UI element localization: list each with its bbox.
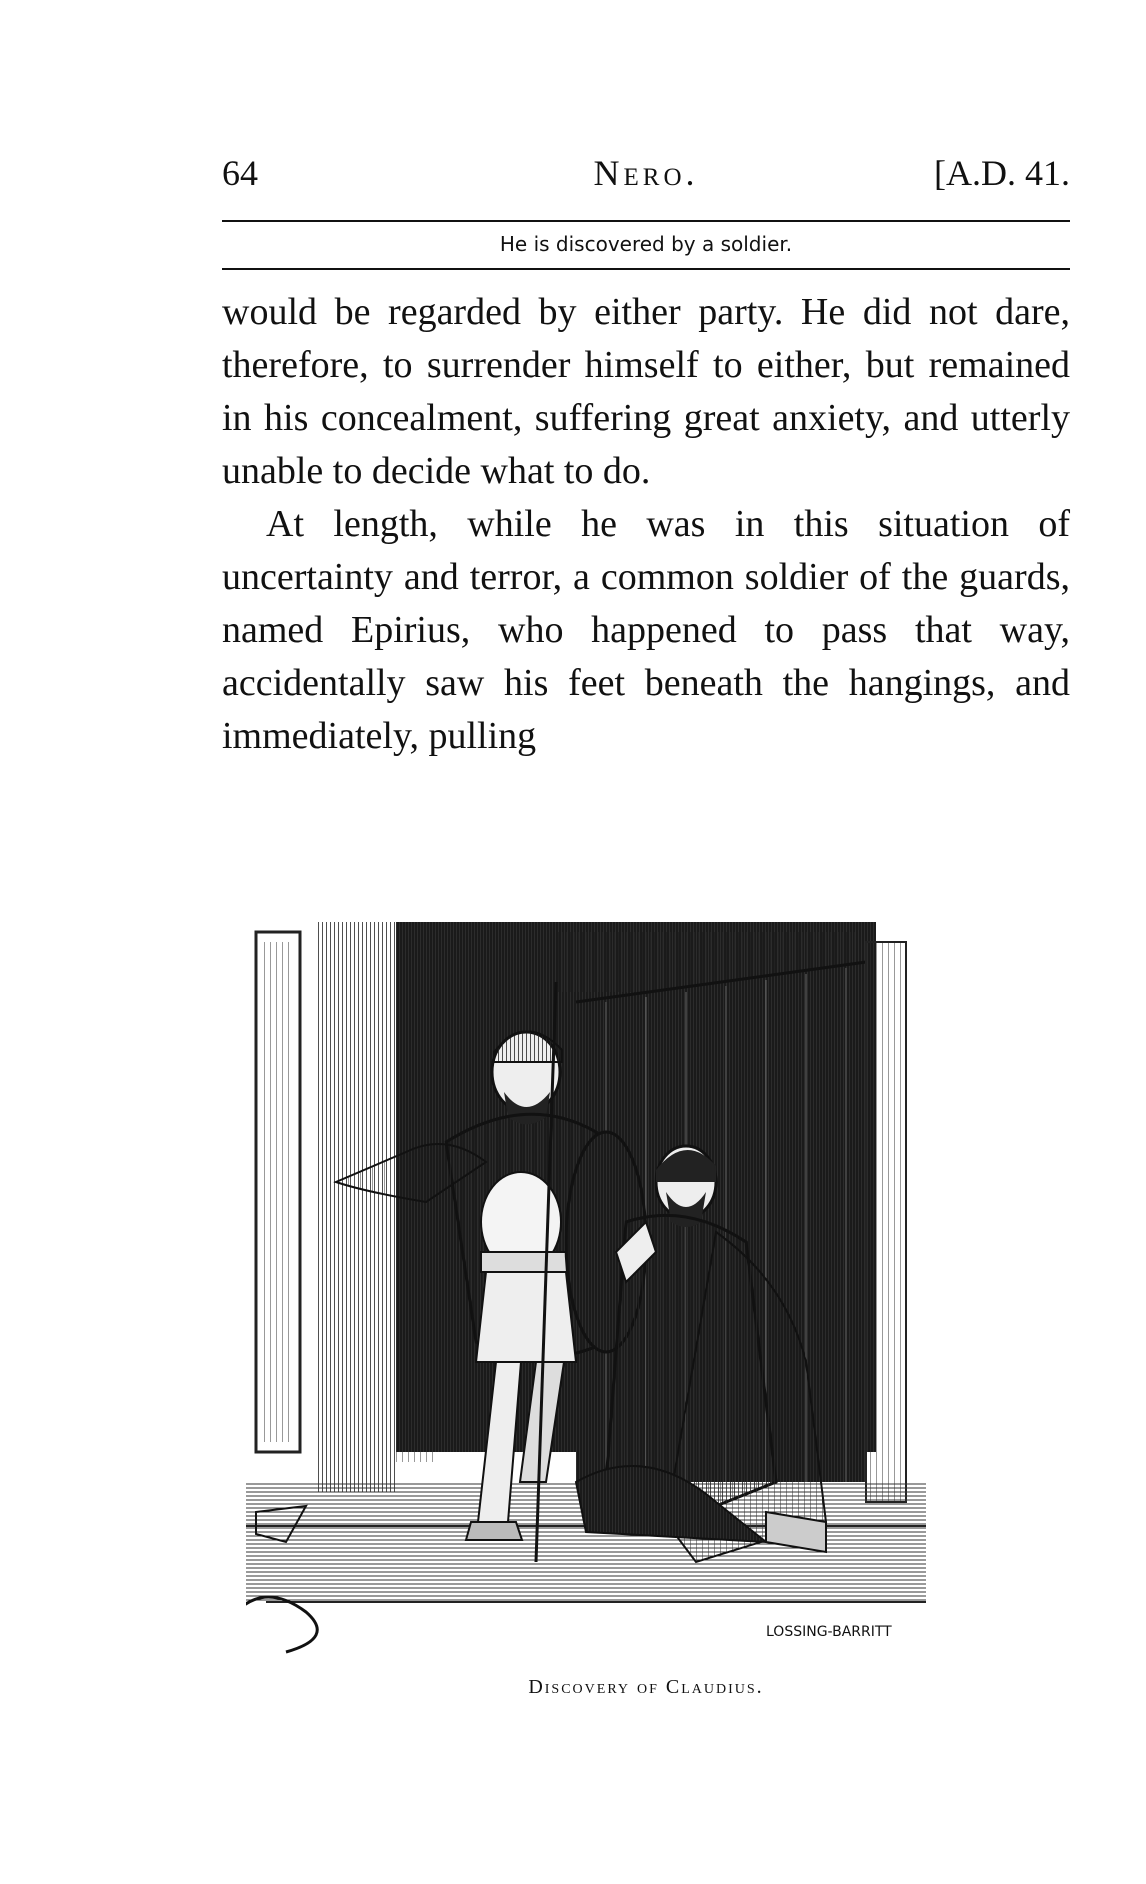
body-text — [222, 286, 1070, 763]
marginal-heading: He is discovered by a soldier. — [499, 232, 793, 256]
page-number: 64 — [222, 153, 258, 193]
doorway-frame — [316, 922, 396, 1492]
book-title: Nero. — [593, 153, 699, 193]
right-column — [866, 942, 906, 1502]
monogram-mark — [246, 1597, 317, 1652]
paragraph-2: At length, while he was in this situation of uncertainty and terror, a common soldier of the guards, named Epirius, who happened to pass that way, accidentally saw his feet beneath the hangings, and immediately, pulling — [222, 503, 1070, 757]
engraving-figure — [246, 922, 1046, 1662]
date-reference: [A.D. 41. — [934, 153, 1070, 193]
header-rule-bottom — [222, 268, 1070, 270]
running-head — [222, 152, 1070, 202]
paragraph-1: would be regarded by either party. He did not dare, therefore, to surrender himself to either, but remained in his concealment, suffering great anxiety, and utterly unable to decide what to do. — [222, 291, 1070, 492]
engraving-illustration — [246, 922, 1046, 1662]
figure-caption: Discovery of Claudius. — [528, 1676, 764, 1698]
header-rule-top — [222, 220, 1070, 222]
engraver-signature: LOSSING-BARRITT — [766, 1624, 892, 1640]
